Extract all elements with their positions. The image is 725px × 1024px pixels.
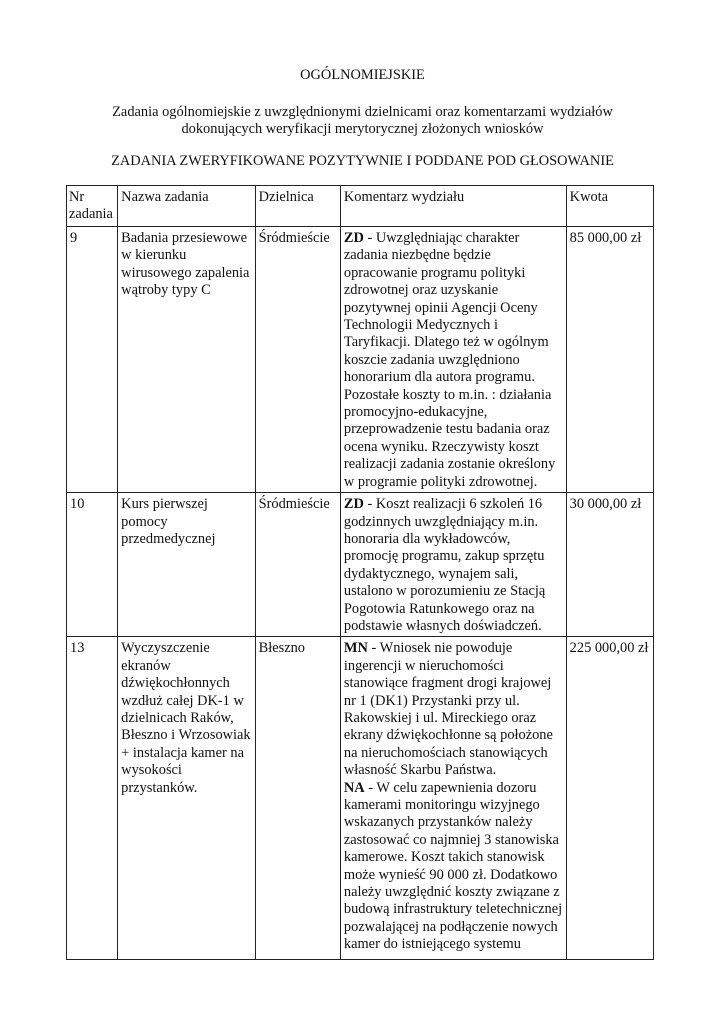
cell-comment <box>340 637 566 960</box>
cell-amount: 225 000,00 zł <box>566 637 653 960</box>
table-header-row <box>67 186 654 227</box>
comment-paragraph <box>344 230 563 491</box>
department-code: NA <box>343 779 365 796</box>
cell-name: Kurs pierwszej pomocy przedmedycznej <box>118 493 255 637</box>
cell-district: Błeszno <box>255 637 340 960</box>
cell-nr: 10 <box>67 493 118 637</box>
column-header-comment: Komentarz wydziału <box>340 186 566 227</box>
cell-district: Śródmieście <box>255 493 340 637</box>
comment-paragraph <box>344 640 563 779</box>
comment-text: - Wniosek nie powoduje ingerencji w nieruchomości stanowiące fragment drogi krajowej nr 1 (DK1) Przystanki przy ul. Rakowskiej i ul. Mireckiego oraz ekrany dźwiękochłonne są położone na nieruchomościach stanowiących własność Skarbu Państwa. <box>343 640 553 779</box>
tasks-table <box>66 185 654 960</box>
column-header-nr: Nr zadania <box>67 186 118 227</box>
comment-paragraph <box>344 496 563 635</box>
comment-text: - W celu zapewnienia dozoru kamerami monitoringu wizyjnego wskazanych przystanków należy zastosować co najmniej 3 stanowiska kamerowe. Koszt takich stanowisk może wynieść 90 000 zł. Dodatkowo należy uwzględnić koszty związane z budową infrastruktury teletechnicznej pozwalającej na podłączenie nowych kamer do istniejącego systemu <box>343 779 563 953</box>
column-header-district: Dzielnica <box>255 186 340 227</box>
page-title: OGÓLNOMIEJSKIE <box>300 67 425 83</box>
column-header-name: Nazwa zadania <box>118 186 255 227</box>
comment-text: - Koszt realizacji 6 szkoleń 16 godzinnych uwzględniający m.in. honoraria dla wykładowców, promocję programu, zakup sprzętu dydaktycznego, wynajem sali, ustalono w porozumieniu ze Stacją Pogotowia Ratunkowego oraz na podstawie własnych doświadczeń. <box>343 496 546 634</box>
comment-paragraph <box>344 780 563 954</box>
table-row <box>67 227 654 493</box>
comment-text: - Uwzględniając charakter zadania niezbędne będzie opracowanie programu polityki zdrowotnej oraz uzyskanie pozytywnej opinii Agencji Oceny Technologii Medycznych i Taryfikacji. Dlatego też w ogólnym koszcie zadania uwzględniono honorarium dla autora programu. Pozostałe koszty to m.in. : działania promocyjno-edukacyjne, przeprowadzenie testu badania oraz ocena wyniku. Rzeczywisty koszt realizacji zadania zostanie określony w programie polityki zdrowotnej. <box>343 230 556 490</box>
column-header-amount: Kwota <box>566 186 653 227</box>
cell-nr: 9 <box>67 227 118 493</box>
department-code: MN <box>343 640 368 657</box>
page-subtitle <box>0 104 725 139</box>
cell-nr: 13 <box>67 637 118 960</box>
cell-comment <box>340 493 566 637</box>
cell-amount: 85 000,00 zł <box>566 227 653 493</box>
department-code: ZD <box>343 230 364 246</box>
subtitle-line: dokonujących weryfikacji merytorycznej złożonych wniosków <box>181 121 544 138</box>
cell-district: Śródmieście <box>255 227 340 493</box>
cell-comment <box>340 227 566 493</box>
cell-name: Badania przesiewowe w kierunku wirusowego zapalenia wątroby typy C <box>118 227 255 493</box>
subtitle-line: Zadania ogólnomiejskie z uwzględnionymi dzielnicami oraz komentarzami wydziałów <box>112 104 613 120</box>
department-code: ZD <box>343 496 364 513</box>
cell-name: Wyczyszczenie ekranów dźwiękochłonnych wzdłuż całej DK-1 w dzielnicach Raków, Błeszno i Wrzosowiak + instalacja kamer na wysokości przystanków. <box>118 637 255 960</box>
section-title: ZADANIA ZWERYFIKOWANE POZYTYWNIE I PODDANE POD GŁOSOWANIE <box>111 153 614 169</box>
table-row <box>67 637 654 960</box>
table-row <box>67 493 654 637</box>
cell-amount: 30 000,00 zł <box>566 493 653 637</box>
